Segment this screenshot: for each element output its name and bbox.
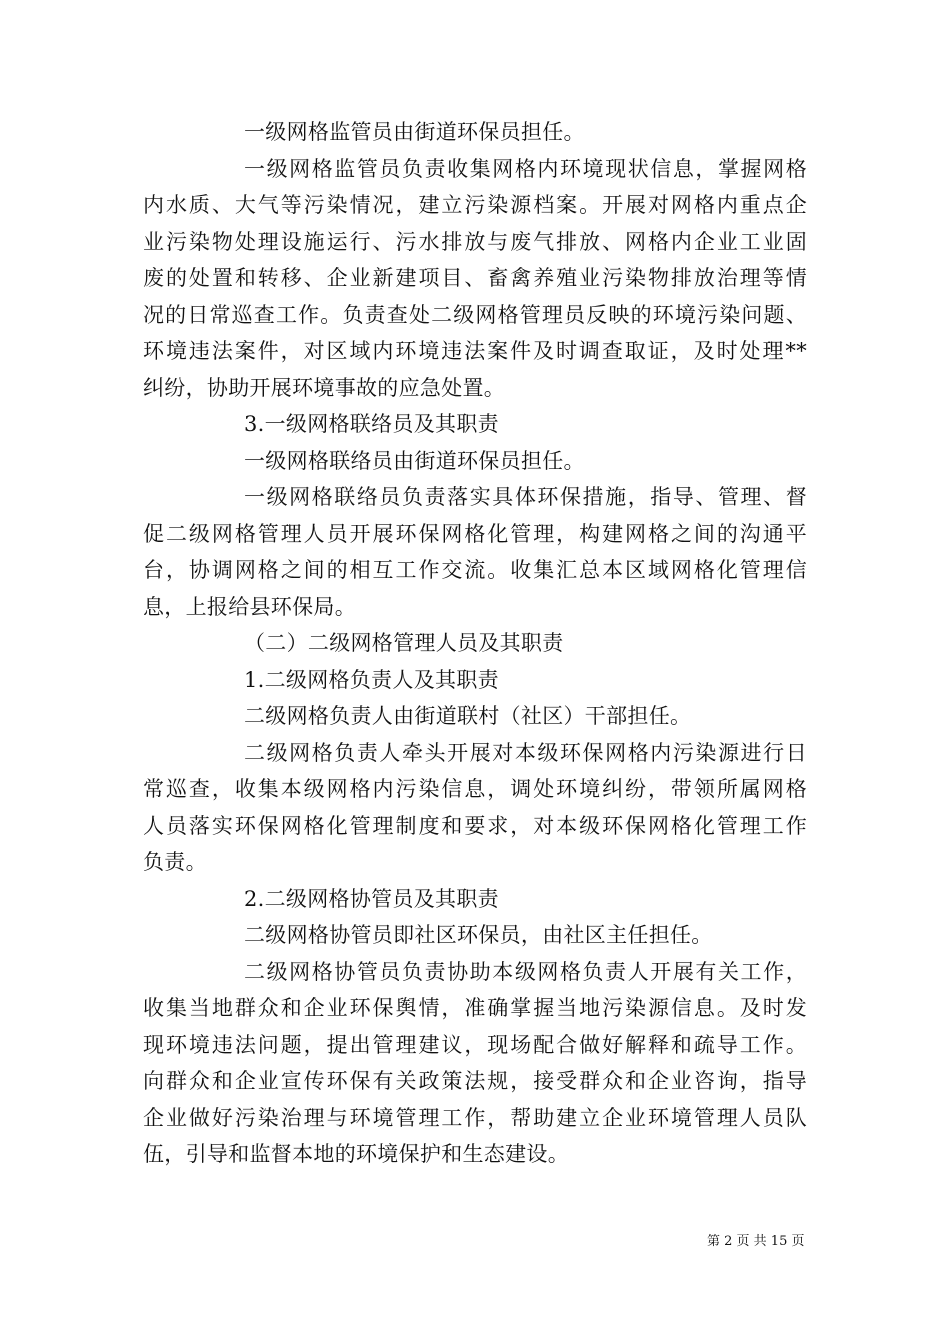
- text-line: 一级网格联络员负责落实具体环保措施，指导、管理、督: [244, 485, 807, 509]
- text-line: 环境违法案件，对区域内环境违法案件及时调查取证，及时处理**: [143, 339, 807, 363]
- text-line: 二级网格协管员即社区环保员，由社区主任担任。: [244, 923, 713, 947]
- text-line: 伍，引导和监督本地的环境保护和生态建设。: [143, 1142, 569, 1166]
- text-line: 现环境违法问题，提出管理建议，现场配合做好解释和疏导工作。: [143, 1032, 807, 1057]
- document-body: [143, 114, 807, 1173]
- text-line: 二级网格协管员负责协助本级网格负责人开展有关工作，: [244, 959, 807, 984]
- text-line: 业污染物处理设施运行、污水排放与废气排放、网格内企业工业固: [143, 229, 807, 254]
- text-line: 2.二级网格协管员及其职责: [244, 886, 499, 911]
- text-line: 息，上报给县环保局。: [143, 594, 356, 619]
- text-line: 向群众和企业宣传环保有关政策法规，接受群众和企业咨询，指导: [143, 1069, 807, 1093]
- text-line: 促二级网格管理人员开展环保网格化管理，构建网格之间的沟通平: [143, 521, 807, 546]
- text-line: 内水质、大气等污染情况，建立污染源档案。开展对网格内重点企: [143, 193, 807, 217]
- text-line: 况的日常巡查工作。负责查处二级网格管理员反映的环境污染问题、: [143, 302, 807, 327]
- text-line: 3.一级网格联络员及其职责: [244, 412, 499, 436]
- text-line: 纠纷，协助开展环境事故的应急处置。: [143, 375, 506, 400]
- text-line: 二级网格负责人由街道联村（社区）干部担任。: [244, 704, 692, 728]
- text-line: 二级网格负责人牵头开展对本级环保网格内污染源进行日: [244, 740, 807, 765]
- text-line: 企业做好污染治理与环境管理工作，帮助建立企业环境管理人员队: [143, 1105, 807, 1130]
- text-line: 人员落实环保网格化管理制度和要求，对本级环保网格化管理工作: [143, 813, 807, 838]
- page-number-footer: 第 2 页 共 15 页: [707, 1234, 805, 1249]
- text-line: 1.二级网格负责人及其职责: [244, 667, 499, 692]
- text-line: 负责。: [143, 850, 207, 874]
- text-line: 一级网格监管员负责收集网格内环境现状信息，掌握网格: [244, 156, 807, 181]
- text-line: （二）二级网格管理人员及其职责: [244, 631, 564, 655]
- text-line: 台，协调网格之间的相互工作交流。收集汇总本区域网格化管理信: [143, 558, 807, 582]
- text-line: 一级网格联络员由街道环保员担任。: [244, 448, 585, 473]
- text-line: 废的处置和转移、企业新建项目、畜禽养殖业污染物排放治理等情: [143, 266, 807, 290]
- text-line: 一级网格监管员由街道环保员担任。: [244, 120, 585, 144]
- text-line: 常巡查，收集本级网格内污染信息，调处环境纠纷，带领所属网格: [143, 777, 807, 801]
- text-line: 收集当地群众和企业环保舆情，准确掌握当地污染源信息。及时发: [143, 996, 807, 1020]
